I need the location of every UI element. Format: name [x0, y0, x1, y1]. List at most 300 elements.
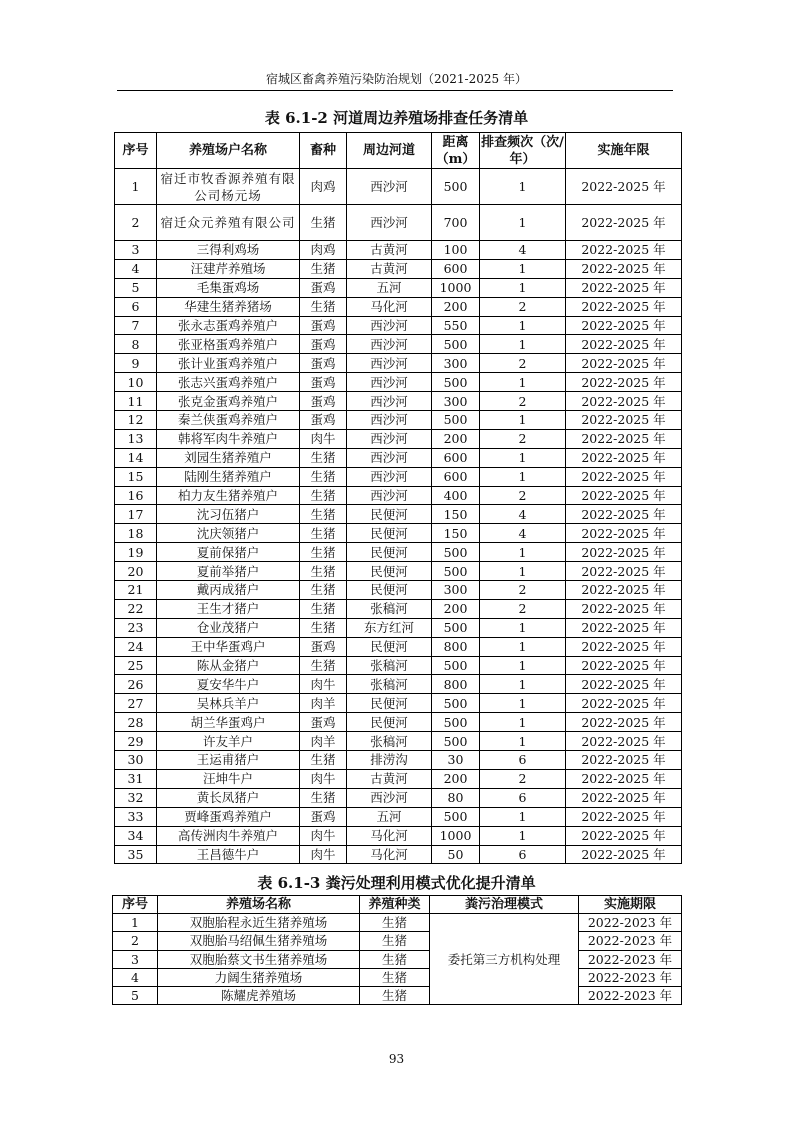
cell-period: 2022-2025 年: [566, 769, 682, 788]
cell-index: 10: [115, 373, 157, 392]
cell-farm-name: 双胞胎马绍佩生猪养殖场: [158, 932, 360, 950]
cell-index: 24: [115, 637, 157, 656]
cell-farm-name: 三得利鸡场: [157, 241, 300, 260]
cell-index: 29: [115, 732, 157, 751]
cell-river: 五河: [347, 807, 432, 826]
table-row: [115, 732, 682, 751]
cell-distance: 500: [432, 543, 480, 562]
cell-period: 2022-2025 年: [566, 241, 682, 260]
cell-river: 古黄河: [347, 769, 432, 788]
cell-frequency: 1: [480, 694, 566, 713]
table-row: [115, 205, 682, 241]
cell-index: 33: [115, 807, 157, 826]
cell-period: 2022-2025 年: [566, 429, 682, 448]
cell-treatment-mode: 委托第三方机构处理: [430, 914, 579, 1005]
table-row: [113, 914, 682, 932]
cell-farm-name: 贾峰蛋鸡养殖户: [157, 807, 300, 826]
cell-farm-name: 陈从金猪户: [157, 656, 300, 675]
table-row: [115, 448, 682, 467]
cell-period: 2022-2025 年: [566, 411, 682, 430]
cell-river: 西沙河: [347, 411, 432, 430]
cell-river: 张稿河: [347, 656, 432, 675]
cell-river: 民便河: [347, 543, 432, 562]
cell-river: 民便河: [347, 524, 432, 543]
cell-farm-name: 张志兴蛋鸡养殖户: [157, 373, 300, 392]
cell-index: 5: [113, 986, 158, 1004]
cell-livestock: 蛋鸡: [300, 713, 347, 732]
cell-period: 2022-2025 年: [566, 505, 682, 524]
table2-body: [113, 914, 682, 1005]
table-row: [115, 505, 682, 524]
cell-index: 3: [113, 950, 158, 968]
cell-period: 2022-2025 年: [566, 392, 682, 411]
cell-distance: 600: [432, 259, 480, 278]
cell-index: 18: [115, 524, 157, 543]
cell-period: 2022-2025 年: [566, 732, 682, 751]
cell-frequency: 1: [480, 278, 566, 297]
cell-farm-name: 张计业蛋鸡养殖户: [157, 354, 300, 373]
cell-distance: 400: [432, 486, 480, 505]
cell-farm-name: 王中华蛋鸡户: [157, 637, 300, 656]
cell-river: 东方红河: [347, 618, 432, 637]
cell-livestock: 蛋鸡: [300, 278, 347, 297]
cell-livestock-type: 生猪: [360, 932, 430, 950]
cell-distance: 300: [432, 581, 480, 600]
cell-livestock: 生猪: [300, 543, 347, 562]
cell-livestock: 肉牛: [300, 429, 347, 448]
cell-distance: 500: [432, 713, 480, 732]
cell-frequency: 2: [480, 599, 566, 618]
cell-period: 2022-2025 年: [566, 259, 682, 278]
cell-livestock: 肉鸡: [300, 241, 347, 260]
table-row: [115, 335, 682, 354]
cell-livestock: 生猪: [300, 297, 347, 316]
cell-distance: 200: [432, 599, 480, 618]
cell-livestock: 生猪: [300, 505, 347, 524]
cell-livestock: 生猪: [300, 581, 347, 600]
cell-distance: 500: [432, 411, 480, 430]
cell-index: 19: [115, 543, 157, 562]
cell-livestock: 生猪: [300, 751, 347, 770]
cell-period: 2022-2025 年: [566, 169, 682, 205]
cell-period: 2022-2025 年: [566, 845, 682, 864]
table-row: [115, 807, 682, 826]
cell-farm-name: 汪建芹养殖场: [157, 259, 300, 278]
cell-river: 民便河: [347, 562, 432, 581]
cell-index: 11: [115, 392, 157, 411]
cell-distance: 700: [432, 205, 480, 241]
cell-river: 民便河: [347, 505, 432, 524]
table-row: [115, 694, 682, 713]
cell-index: 20: [115, 562, 157, 581]
page-number: 93: [388, 1052, 405, 1066]
cell-frequency: 2: [480, 392, 566, 411]
cell-farm-name: 沈习伍猪户: [157, 505, 300, 524]
table-row: [115, 769, 682, 788]
cell-livestock: 生猪: [300, 562, 347, 581]
cell-frequency: 6: [480, 751, 566, 770]
cell-farm-name: 陈耀虎养殖场: [158, 986, 360, 1004]
cell-period: 2022-2025 年: [566, 694, 682, 713]
cell-distance: 600: [432, 448, 480, 467]
cell-distance: 50: [432, 845, 480, 864]
cell-farm-name: 许友羊户: [157, 732, 300, 751]
cell-river: 西沙河: [347, 788, 432, 807]
table-row: [115, 713, 682, 732]
cell-period: 2022-2025 年: [566, 656, 682, 675]
cell-frequency: 1: [480, 411, 566, 430]
cell-period: 2022-2025 年: [566, 713, 682, 732]
cell-distance: 100: [432, 241, 480, 260]
cell-farm-name: 秦兰侠蛋鸡养殖户: [157, 411, 300, 430]
cell-index: 17: [115, 505, 157, 524]
cell-frequency: 1: [480, 448, 566, 467]
cell-frequency: 1: [480, 316, 566, 335]
cell-livestock: 肉牛: [300, 845, 347, 864]
river-farm-inspection-table: [114, 132, 682, 864]
cell-frequency: 1: [480, 656, 566, 675]
cell-farm-name: 力阔生猪养殖场: [158, 968, 360, 986]
cell-river: 西沙河: [347, 429, 432, 448]
cell-frequency: 1: [480, 373, 566, 392]
cell-farm-name: 刘园生猪养殖户: [157, 448, 300, 467]
cell-livestock: 生猪: [300, 788, 347, 807]
cell-livestock: 肉牛: [300, 769, 347, 788]
cell-index: 30: [115, 751, 157, 770]
cell-index: 28: [115, 713, 157, 732]
cell-river: 西沙河: [347, 354, 432, 373]
table-row: [115, 354, 682, 373]
cell-frequency: 1: [480, 618, 566, 637]
cell-index: 2: [113, 932, 158, 950]
cell-farm-name: 汪坤牛户: [157, 769, 300, 788]
table2-header-row: [113, 896, 682, 914]
table-row: [113, 986, 682, 1004]
cell-distance: 500: [432, 656, 480, 675]
cell-distance: 600: [432, 467, 480, 486]
table-row: [115, 241, 682, 260]
cell-frequency: 1: [480, 335, 566, 354]
cell-frequency: 4: [480, 524, 566, 543]
cell-farm-name: 柏力友生猪养殖户: [157, 486, 300, 505]
cell-farm-name: 宿迁众元养殖有限公司: [157, 205, 300, 241]
cell-river: 张稿河: [347, 732, 432, 751]
cell-river: 西沙河: [347, 205, 432, 241]
table-row: [115, 392, 682, 411]
cell-farm-name: 沈庆领猪户: [157, 524, 300, 543]
table1-body: [115, 169, 682, 864]
cell-period: 2022-2025 年: [566, 788, 682, 807]
cell-river: 西沙河: [347, 335, 432, 354]
cell-distance: 500: [432, 169, 480, 205]
cell-livestock: 生猪: [300, 524, 347, 543]
table-row: [115, 599, 682, 618]
cell-index: 12: [115, 411, 157, 430]
table2-caption: 表 6.1-3 粪污处理利用模式优化提升清单: [257, 874, 536, 892]
cell-river: 古黄河: [347, 259, 432, 278]
table-row: [115, 751, 682, 770]
cell-river: 古黄河: [347, 241, 432, 260]
cell-distance: 200: [432, 769, 480, 788]
cell-index: 3: [115, 241, 157, 260]
cell-livestock: 蛋鸡: [300, 392, 347, 411]
cell-distance: 550: [432, 316, 480, 335]
table1-caption: 表 6.1-2 河道周边养殖场排查任务清单: [264, 109, 529, 127]
cell-period: 2022-2025 年: [566, 278, 682, 297]
cell-index: 6: [115, 297, 157, 316]
table-row: [115, 845, 682, 864]
table-row: [115, 524, 682, 543]
cell-distance: 300: [432, 392, 480, 411]
table-row: [115, 316, 682, 335]
cell-frequency: 1: [480, 562, 566, 581]
cell-index: 8: [115, 335, 157, 354]
cell-index: 13: [115, 429, 157, 448]
cell-frequency: 1: [480, 675, 566, 694]
cell-index: 15: [115, 467, 157, 486]
table-row: [115, 675, 682, 694]
cell-distance: 800: [432, 675, 480, 694]
cell-farm-name: 毛集蛋鸡场: [157, 278, 300, 297]
cell-river: 五河: [347, 278, 432, 297]
cell-frequency: 2: [480, 581, 566, 600]
cell-distance: 500: [432, 807, 480, 826]
cell-farm-name: 夏前举猪户: [157, 562, 300, 581]
cell-distance: 500: [432, 732, 480, 751]
cell-frequency: 1: [480, 713, 566, 732]
cell-frequency: 4: [480, 241, 566, 260]
table-row: [115, 543, 682, 562]
cell-index: 14: [115, 448, 157, 467]
table-row: [113, 968, 682, 986]
col-header-index: 序号: [115, 133, 157, 169]
cell-period: 2022-2025 年: [566, 205, 682, 241]
table-row: [115, 259, 682, 278]
cell-period: 2022-2023 年: [579, 968, 682, 986]
cell-river: 张稿河: [347, 675, 432, 694]
table-row: [115, 826, 682, 845]
cell-river: 马化河: [347, 845, 432, 864]
table-row: [113, 932, 682, 950]
table-row: [115, 581, 682, 600]
cell-farm-name: 韩将军肉牛养殖户: [157, 429, 300, 448]
cell-distance: 1000: [432, 826, 480, 845]
table-row: [115, 788, 682, 807]
cell-period: 2022-2025 年: [566, 562, 682, 581]
cell-river: 排涝沟: [347, 751, 432, 770]
cell-river: 马化河: [347, 826, 432, 845]
cell-index: 21: [115, 581, 157, 600]
col-header-river: 周边河道: [347, 133, 432, 169]
col-header-treatment-mode: 粪污治理模式: [430, 896, 579, 914]
cell-livestock: 蛋鸡: [300, 807, 347, 826]
cell-frequency: 1: [480, 826, 566, 845]
cell-livestock: 蛋鸡: [300, 316, 347, 335]
cell-river: 西沙河: [347, 448, 432, 467]
cell-index: 32: [115, 788, 157, 807]
cell-index: 22: [115, 599, 157, 618]
cell-river: 张稿河: [347, 599, 432, 618]
cell-index: 16: [115, 486, 157, 505]
cell-farm-name: 双胞胎蔡文书生猪养殖场: [158, 950, 360, 968]
cell-distance: 1000: [432, 278, 480, 297]
cell-farm-name: 胡兰华蛋鸡户: [157, 713, 300, 732]
cell-period: 2022-2025 年: [566, 675, 682, 694]
cell-frequency: 1: [480, 543, 566, 562]
table-row: [115, 486, 682, 505]
cell-period: 2022-2025 年: [566, 807, 682, 826]
cell-livestock-type: 生猪: [360, 950, 430, 968]
cell-period: 2022-2025 年: [566, 354, 682, 373]
cell-farm-name: 黄长凤猪户: [157, 788, 300, 807]
table-row: [115, 297, 682, 316]
cell-livestock: 肉鸡: [300, 169, 347, 205]
cell-frequency: 6: [480, 845, 566, 864]
cell-distance: 500: [432, 562, 480, 581]
cell-frequency: 1: [480, 169, 566, 205]
cell-livestock: 生猪: [300, 205, 347, 241]
cell-frequency: 1: [480, 807, 566, 826]
cell-frequency: 2: [480, 354, 566, 373]
cell-distance: 300: [432, 354, 480, 373]
cell-river: 民便河: [347, 713, 432, 732]
col-header-livestock-type: 养殖种类: [360, 896, 430, 914]
cell-period: 2022-2023 年: [579, 950, 682, 968]
cell-period: 2022-2025 年: [566, 524, 682, 543]
cell-farm-name: 宿迁市牧香源养殖有限公司杨元场: [157, 169, 300, 205]
cell-distance: 500: [432, 618, 480, 637]
cell-period: 2022-2023 年: [579, 914, 682, 932]
cell-river: 西沙河: [347, 373, 432, 392]
cell-farm-name: 陆刚生猪养殖户: [157, 467, 300, 486]
cell-livestock: 生猪: [300, 448, 347, 467]
header-rule: [117, 90, 673, 91]
cell-index: 26: [115, 675, 157, 694]
cell-frequency: 1: [480, 259, 566, 278]
cell-index: 7: [115, 316, 157, 335]
cell-livestock: 蛋鸡: [300, 373, 347, 392]
cell-farm-name: 戴丙成猪户: [157, 581, 300, 600]
cell-period: 2022-2025 年: [566, 297, 682, 316]
manure-treatment-table: [112, 895, 682, 1005]
cell-distance: 200: [432, 429, 480, 448]
cell-river: 西沙河: [347, 316, 432, 335]
cell-period: 2022-2025 年: [566, 335, 682, 354]
cell-period: 2022-2025 年: [566, 599, 682, 618]
table-row: [115, 562, 682, 581]
table-row: [115, 618, 682, 637]
running-header: 宿城区畜禽养殖污染防治规划（2021-2025 年）: [266, 72, 527, 86]
cell-farm-name: 夏前保猪户: [157, 543, 300, 562]
cell-frequency: 1: [480, 205, 566, 241]
cell-farm-name: 张克金蛋鸡养殖户: [157, 392, 300, 411]
cell-period: 2022-2023 年: [579, 986, 682, 1004]
cell-livestock: 肉牛: [300, 675, 347, 694]
cell-distance: 200: [432, 297, 480, 316]
cell-index: 31: [115, 769, 157, 788]
cell-frequency: 2: [480, 297, 566, 316]
cell-index: 34: [115, 826, 157, 845]
cell-distance: 800: [432, 637, 480, 656]
cell-period: 2022-2023 年: [579, 932, 682, 950]
cell-distance: 150: [432, 505, 480, 524]
cell-distance: 30: [432, 751, 480, 770]
cell-distance: 500: [432, 694, 480, 713]
cell-farm-name: 张永志蛋鸡养殖户: [157, 316, 300, 335]
cell-index: 5: [115, 278, 157, 297]
table-row: [115, 411, 682, 430]
cell-livestock: 生猪: [300, 618, 347, 637]
cell-frequency: 4: [480, 505, 566, 524]
cell-period: 2022-2025 年: [566, 316, 682, 335]
col-header-farm-name: 养殖场名称: [158, 896, 360, 914]
table-row: [115, 467, 682, 486]
cell-period: 2022-2025 年: [566, 486, 682, 505]
cell-distance: 80: [432, 788, 480, 807]
table-row: [115, 429, 682, 448]
cell-livestock: 肉牛: [300, 826, 347, 845]
cell-river: 民便河: [347, 694, 432, 713]
cell-index: 1: [115, 169, 157, 205]
cell-index: 27: [115, 694, 157, 713]
cell-period: 2022-2025 年: [566, 448, 682, 467]
cell-index: 25: [115, 656, 157, 675]
table-row: [115, 169, 682, 205]
cell-farm-name: 王生才猪户: [157, 599, 300, 618]
cell-period: 2022-2025 年: [566, 373, 682, 392]
table-row: [115, 278, 682, 297]
col-header-period: 实施年限: [566, 133, 682, 169]
cell-livestock: 生猪: [300, 259, 347, 278]
cell-distance: 500: [432, 373, 480, 392]
cell-river: 西沙河: [347, 169, 432, 205]
cell-farm-name: 王运甫猪户: [157, 751, 300, 770]
table-row: [115, 373, 682, 392]
cell-frequency: 1: [480, 732, 566, 751]
col-header-distance: 距离（m）: [432, 133, 480, 169]
table1-header-row: [115, 133, 682, 169]
cell-river: 民便河: [347, 581, 432, 600]
cell-index: 4: [115, 259, 157, 278]
table-row: [113, 950, 682, 968]
col-header-index: 序号: [113, 896, 158, 914]
cell-river: 马化河: [347, 297, 432, 316]
cell-period: 2022-2025 年: [566, 826, 682, 845]
cell-farm-name: 双胞胎程永近生猪养殖场: [158, 914, 360, 932]
cell-farm-name: 夏安华牛户: [157, 675, 300, 694]
cell-farm-name: 华建生猪养猪场: [157, 297, 300, 316]
cell-distance: 150: [432, 524, 480, 543]
cell-farm-name: 张亚格蛋鸡养殖户: [157, 335, 300, 354]
cell-livestock: 蛋鸡: [300, 411, 347, 430]
cell-livestock: 生猪: [300, 656, 347, 675]
col-header-period: 实施期限: [579, 896, 682, 914]
cell-frequency: 2: [480, 486, 566, 505]
cell-farm-name: 王昌德牛户: [157, 845, 300, 864]
table-row: [115, 637, 682, 656]
cell-livestock-type: 生猪: [360, 968, 430, 986]
cell-farm-name: 吴林兵羊户: [157, 694, 300, 713]
cell-livestock: 蛋鸡: [300, 637, 347, 656]
cell-period: 2022-2025 年: [566, 581, 682, 600]
cell-distance: 500: [432, 335, 480, 354]
cell-frequency: 2: [480, 429, 566, 448]
cell-period: 2022-2025 年: [566, 467, 682, 486]
cell-index: 2: [115, 205, 157, 241]
cell-frequency: 1: [480, 637, 566, 656]
cell-frequency: 2: [480, 769, 566, 788]
cell-period: 2022-2025 年: [566, 637, 682, 656]
